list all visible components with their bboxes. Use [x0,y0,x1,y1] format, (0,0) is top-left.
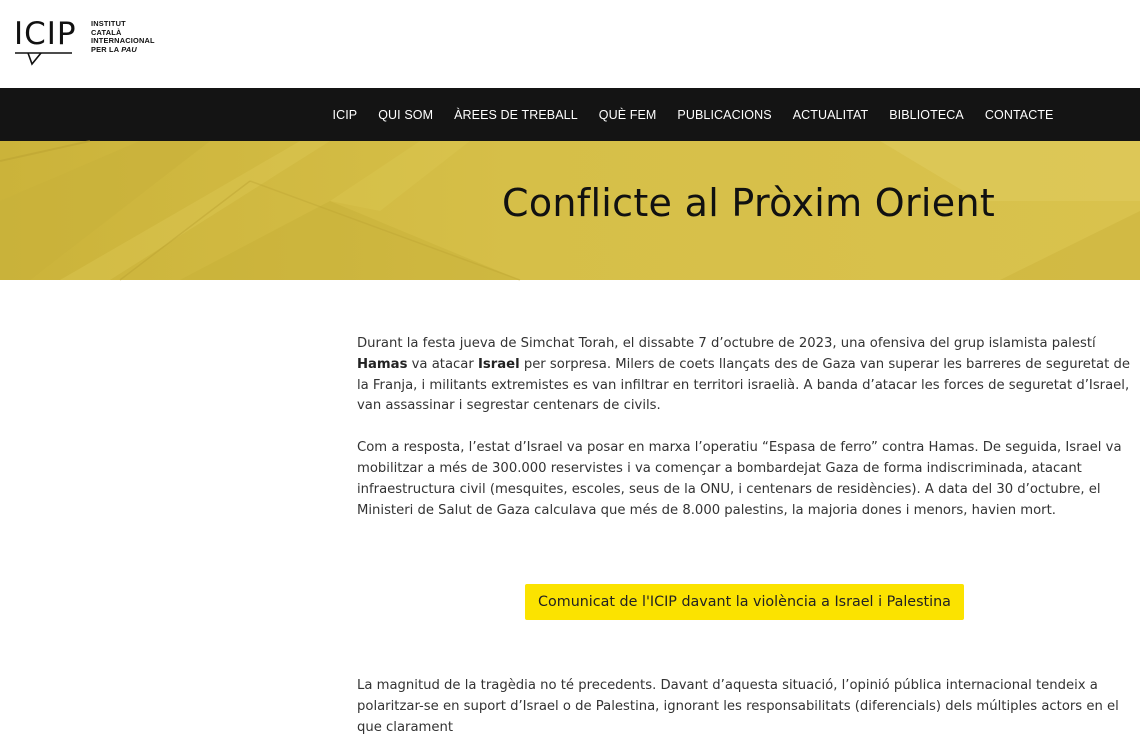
hero-banner [0,141,1140,280]
bold-term-israel: Israel [478,356,520,372]
statement-link-button[interactable]: Comunicat de l'ICIP davant la violència a Israel i Palestina [525,584,964,620]
nav-item-que-fem[interactable]: QUÈ FEM [598,107,657,122]
nav-item-icip[interactable]: ICIP [332,107,358,122]
page-title: Conflicte al Pròxim Orient [502,181,996,225]
logo-text [91,20,155,54]
main-content [357,334,1132,521]
bold-term-hamas: Hamas [357,356,408,372]
logo-line: CATALÀ [91,27,122,37]
logo-line-prefix: PER LA [91,44,122,54]
speech-bubble-icon [14,51,74,67]
nav-item-biblioteca[interactable]: BIBLIOTECA [889,107,964,122]
nav-item-arees-de-treball[interactable]: ÀREES DE TREBALL [454,107,578,122]
nav-item-actualitat[interactable]: ACTUALITAT [792,107,869,122]
cta-wrapper [525,584,964,620]
response-paragraph: Com a resposta, l’estat d’Israel va posar en marxa l’operatiu “Espasa de ferro” contra Hamas. De seguida, Israel va mobilitzar a més de 300.000 reservistes i va començar a bombardejat Gaza de forma indiscriminada, atacant infraestructura civil (mesquites, escoles, seus de la ONU, i centenars de residències). A data del 30 d’octubre, el Ministeri de Salut de Gaza calculava que més de 8.000 palestins, la majoria dones i menors, havien mort. [357,440,1122,518]
logo-line [91,46,155,55]
site-header [0,0,1140,88]
logo-line: INTERNACIONAL [91,36,155,46]
icip-logo[interactable] [14,18,164,66]
nav-item-publicacions[interactable]: PUBLICACIONS [677,107,772,122]
main-nav [0,88,1140,141]
logo-mark: ICIP [14,16,77,52]
intro-paragraph [357,334,1132,417]
para-text: va atacar [407,356,478,372]
logo-line: INSTITUT [91,19,126,28]
nav-item-qui-som[interactable]: QUI SOM [378,107,434,122]
para-text: Durant la festa jueva de Simchat Torah, el dissabte 7 d’octubre de 2023, una ofensiva del grup islamista palestí [357,336,1096,351]
nav-item-contacte[interactable]: CONTACTE [984,107,1054,122]
nav-list [322,88,1064,141]
logo-line-italic: PAU [121,44,137,54]
para-text: per sorpresa. Milers de coets llançats des de Gaza van superar les barreres de seguretat de la Franja, i militants extremistes es van infiltrar en territori israelià. A banda d’atacar les forces de seguretat d’Israel, van assassinar i segrestar centenars de civils. [357,356,1130,414]
magnitude-paragraph: La magnitud de la tragèdia no té precedents. Davant d’aquesta situació, l’opinió pública internacional tendeix a polaritzar-se en suport d’Israel o de Palestina, ignorant les responsabilitats (diferencials) dels múltiples actors en el que clarament [357,678,1119,735]
